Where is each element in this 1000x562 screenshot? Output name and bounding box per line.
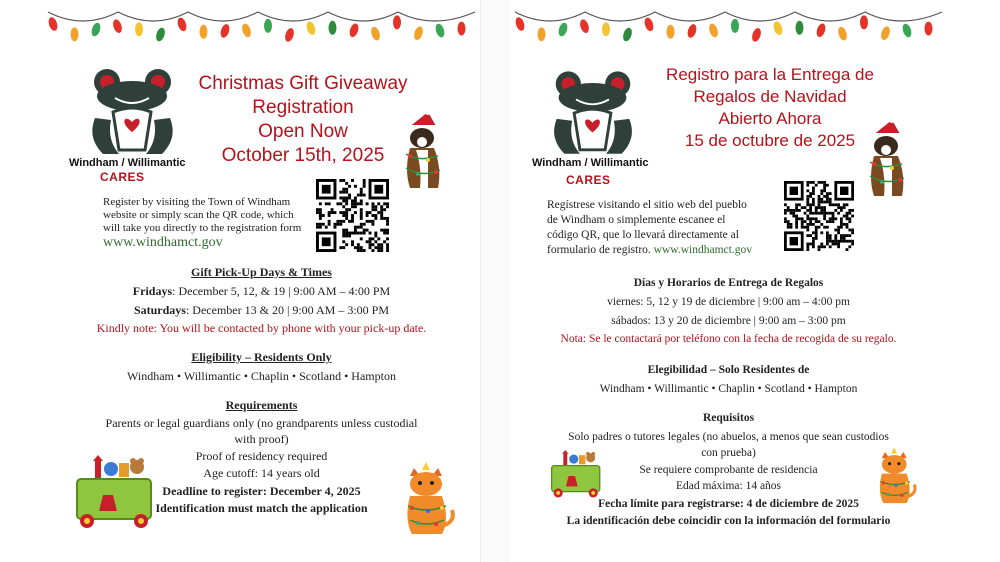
qr-code-icon [784, 181, 854, 251]
title-line: October 15th, 2025 [221, 145, 385, 166]
pickup-note: Nota: Se le contactará por teléfono con la fecha de recogida de su regalo. [560, 333, 897, 345]
register-last-text: formulario de registro. [547, 244, 651, 256]
fridays-line: viernes: 5, 12 y 19 de diciembre | 9:00 am – 4:00 pm [607, 296, 850, 308]
eligibility-heading: Eligibility – Residents Only [191, 350, 332, 364]
requirement-line: Se requiere comprobante de residencia [639, 464, 818, 476]
string-lights-icon [43, 0, 480, 60]
requirement-line: Proof of residency required [195, 449, 328, 463]
requirements-heading: Requisitos [702, 412, 755, 424]
register-line-last [547, 244, 752, 256]
title-line: Registro para la Entrega de [666, 65, 874, 84]
deadline: Deadline to register: December 4, 2025 [162, 484, 361, 498]
christmas-cat-icon [871, 446, 919, 506]
register-line: código QR, que lo llevará directamente al [547, 229, 739, 241]
qr-code[interactable] [316, 179, 389, 252]
requirement-line: with proof) [234, 432, 289, 446]
pickup-heading: Gift Pick-Up Days & Times [191, 265, 332, 279]
eligibility-heading: Elegibilidad – Solo Residentes de [647, 364, 810, 376]
register-line: de Windham o simplemente escanee el [547, 214, 726, 226]
website-link[interactable]: www.windhamct.gov [653, 244, 752, 256]
fridays-text: : December 5, 12, & 19 | 9:00 AM – 4:00 PM [172, 284, 391, 298]
fridays-line [43, 284, 480, 299]
identification-note: Identification must match the application [155, 501, 368, 515]
register-line: website or simply scan the QR code, which [103, 209, 294, 221]
fridays-label: Fridays [132, 284, 173, 298]
flyer-spanish [510, 0, 947, 562]
frog-logo-icon [547, 70, 639, 158]
saturdays-label: Saturdays [133, 303, 186, 317]
logo-name: Windham / Willimantic [532, 157, 649, 169]
requirement-line: Edad máxima: 14 años [675, 480, 782, 492]
eligible-towns: Windham • Willimantic • Chaplin • Scotland • Hampton [127, 369, 396, 383]
santa-dog-icon [862, 116, 914, 201]
page-title [183, 72, 423, 168]
deadline: Fecha límite para registrarse: 4 de diciembre de 2025 [598, 498, 859, 510]
identification-note: La identificación debe coincidir con la información del formulario [566, 515, 891, 527]
requirement-line: con prueba) [701, 447, 756, 459]
title-line: Christmas Gift Giveaway [198, 73, 408, 94]
christmas-cat-icon [396, 462, 458, 536]
toy-box-icon [548, 450, 606, 502]
title-line: Regalos de Navidad [693, 87, 847, 106]
website-link[interactable]: www.windhamct.gov [103, 235, 223, 250]
register-line: will take you directly to the registration form [103, 222, 302, 234]
title-line: 15 de octubre de 2025 [684, 131, 856, 150]
eligible-towns: Windham • Willimantic • Chaplin • Scotland • Hampton [599, 383, 858, 395]
requirements-heading: Requirements [225, 398, 298, 412]
pickup-heading: Días y Horarios de Entrega de Regalos [633, 277, 824, 289]
flyer-english [43, 0, 480, 562]
logo-cares: CARES [100, 170, 145, 184]
frog-logo-icon [85, 68, 180, 158]
register-line: Register by visiting the Town of Windham [103, 196, 291, 208]
flyer-divider [480, 0, 512, 562]
title-line: Registration [252, 97, 354, 118]
requirement-line: Parents or legal guardians only (no grandparents unless custodial [105, 416, 418, 430]
register-line: Regístrese visitando el sitio web del pueblo [547, 199, 747, 211]
qr-code-icon [316, 179, 389, 252]
qr-code[interactable] [784, 181, 854, 251]
logo-name: Windham / Willimantic [69, 157, 186, 169]
saturdays-line: sábados: 13 y 20 de diciembre | 9:00 am – 3:00 pm [611, 315, 846, 327]
title-line: Open Now [258, 121, 348, 142]
saturdays-line [43, 303, 480, 318]
requirement-line: Solo padres o tutores legales (no abuelos, a menos que sean custodios [568, 431, 889, 443]
logo-cares: CARES [566, 173, 611, 187]
santa-dog-icon [398, 108, 450, 193]
saturdays-text: : December 13 & 20 | 9:00 AM – 3:00 PM [185, 303, 390, 317]
string-lights-icon [510, 0, 947, 60]
pickup-note: Kindly note: You will be contacted by phone with your pick-up date. [96, 321, 427, 335]
toy-box-icon [73, 455, 159, 535]
title-line: Abierto Ahora [718, 109, 822, 128]
requirement-line: Age cutoff: 14 years old [203, 466, 320, 480]
